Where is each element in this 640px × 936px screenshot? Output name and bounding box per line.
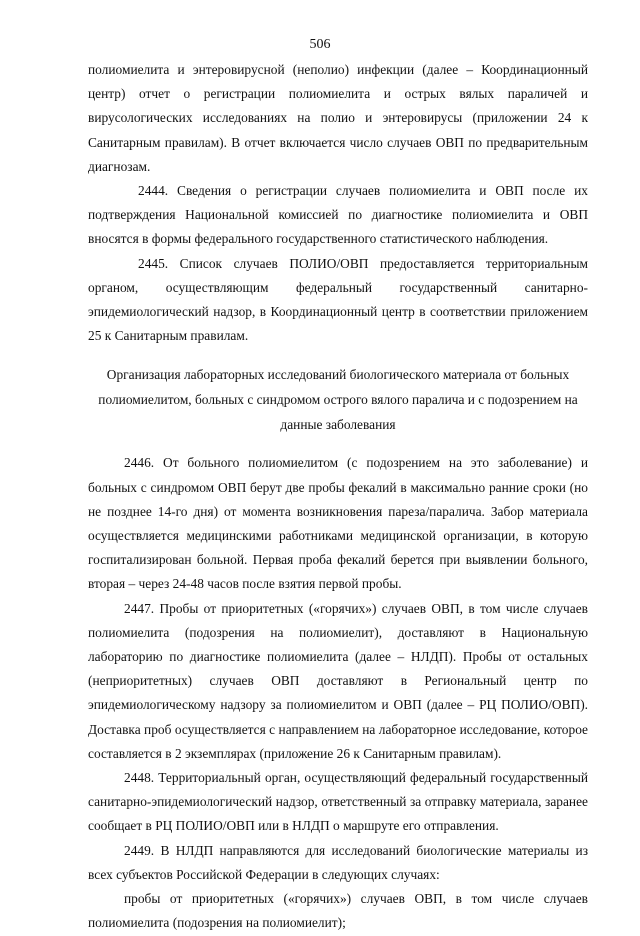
paragraph-2447: 2447. Пробы от приоритетных («горячих») случаев ОВП, в том числе случаев полиомиелита (подозрения на полиомиелит), доставляют в Национальную лабораторию по диагностике полиомиелита (далее – НЛДП). Пробы от остальных (неприоритетных) случаев ОВП доставляют в Региональный центр по эпидемиологическому надзору за полиомиелитом и ОВП (далее – РЦ ПОЛИО/ОВП). Доставка проб осуществляется с направлением на лабораторное исследование, которое составляется в 2 экземплярах (приложение 26 к Санитарным правилам). [88, 600, 588, 761]
paragraph-continued: полиомиелита и энтеровирусной (неполио) инфекции (далее – Координационный центр) отчет о регистрации полиомиелита и острых вялых параличей и вирусологических исследованиях на полио и энтеровирусы (приложении 24 к Санитарным правилам). В отчет включается число случаев ОВП по предварительным диагнозам. [88, 62, 588, 174]
paragraph-2449: 2449. В НЛДП направляются для исследований биологические материалы из всех субъектов Российской Федерации в следующих случаях: [88, 842, 588, 882]
paragraph-2445: 2445. Список случаев ПОЛИО/ОВП предоставляется территориальным органом, осуществляющим федеральный государственный санитарно-эпидемиологический надзор, в Координационный центр в соответствии приложением 25 к Санитарным правилам. [88, 255, 588, 344]
paragraph-2446: 2446. От больного полиомиелитом (с подозрением на это заболевание) и больных с синдромом ОВП берут две пробы фекалий в максимально ранние сроки (но не позднее 14-го дня) от момента возникновения пареза/паралича. Забор материала осуществляется медицинскими работниками медицинской организации, в которую госпитализирован больной. Первая проба фекалий берется при выявлении больного, вторая – через 24-48 часов после взятия первой пробы. [88, 455, 588, 592]
page-number: 506 [309, 37, 331, 52]
paragraph-2444: 2444. Сведения о регистрации случаев полиомиелита и ОВП после их подтверждения Национальной комиссией по диагностике полиомиелита и ОВП вносятся в формы федерального государственного статистического наблюдения. [88, 183, 588, 247]
document-body [88, 58, 588, 936]
paragraph-2448: 2448. Территориальный орган, осуществляющий федеральный государственный санитарно-эпидемиологический надзор, ответственный за отправку материала, заранее сообщает в РЦ ПОЛИО/ОВП или в НЛДП о маршруте его отправления. [88, 770, 588, 834]
section-heading: Организация лабораторных исследований биологического материала от больных полиомиелитом, больных с синдромом острого вялого паралича и с подозрением на данные заболевания [98, 367, 578, 433]
list-item-priority-cases: пробы от приоритетных («горячих») случаев ОВП, в том числе случаев полиомиелита (подозрения на полиомиелит); [88, 891, 588, 931]
